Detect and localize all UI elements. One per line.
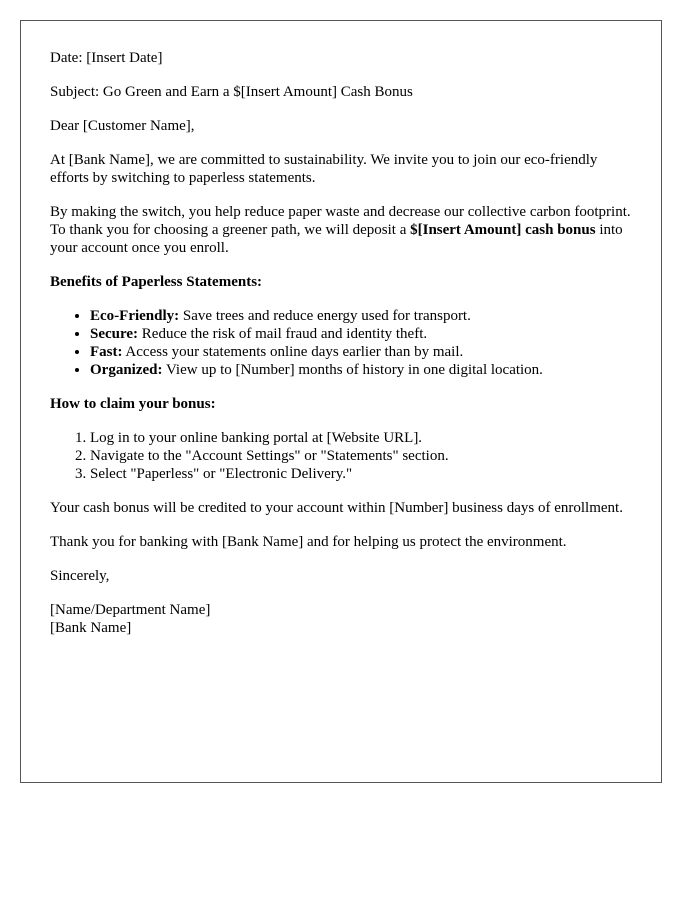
list-item: 2. Navigate to the "Account Settings" or "Statements" section.	[90, 447, 633, 465]
list-item	[90, 307, 633, 325]
benefit-text: Access your statements online days earlier than by mail.	[122, 344, 464, 360]
benefit-text: View up to [Number] months of history in one digital location.	[162, 362, 543, 378]
claim-steps	[50, 429, 633, 483]
signature-name: [Name/Department Name]	[50, 602, 211, 618]
claim-heading	[50, 395, 633, 413]
benefit-label: Organized:	[90, 362, 163, 378]
signature	[50, 601, 633, 637]
credit-note: Your cash bonus will be credited to your account within [Number] business days of enrollment.	[50, 500, 623, 516]
list-item	[90, 343, 633, 361]
intro-paragraph: At [Bank Name], we are committed to sustainability. We invite you to join our eco-friendly efforts by switching to paperless statements.	[50, 152, 598, 186]
list-item: 3. Select "Paperless" or "Electronic Delivery."	[90, 465, 633, 483]
benefit-text: Save trees and reduce energy used for transport.	[179, 308, 471, 324]
benefits-heading	[50, 273, 633, 291]
list-item	[90, 325, 633, 343]
benefit-label: Secure:	[90, 326, 139, 342]
subject-line: Subject: Go Green and Earn a $[Insert Amount] Cash Bonus	[50, 84, 413, 100]
salutation: Dear [Customer Name],	[50, 118, 195, 134]
offer-text: By making the switch, you help reduce paper waste and decrease our collective carbon footprint. To thank you for choosing a greener path, we will deposit a	[50, 204, 631, 238]
benefit-label: Fast:	[90, 344, 123, 360]
date-line: Date: [Insert Date]	[50, 50, 163, 66]
offer-bonus: $[Insert Amount] cash bonus	[410, 222, 596, 238]
benefit-label: Eco-Friendly:	[90, 308, 180, 324]
closing: Sincerely,	[50, 568, 110, 584]
benefits-list	[50, 307, 633, 379]
offer-text-end: into your account once you enroll.	[50, 222, 623, 256]
benefits-heading-text: Benefits of Paperless Statements:	[50, 274, 263, 290]
signature-bank: [Bank Name]	[50, 620, 132, 636]
thanks-paragraph: Thank you for banking with [Bank Name] and for helping us protect the environment.	[50, 534, 567, 550]
list-item: 1. Log in to your online banking portal at [Website URL].	[90, 429, 633, 447]
claim-heading-text: How to claim your bonus:	[50, 396, 216, 412]
offer-paragraph	[50, 203, 633, 257]
letter	[20, 20, 662, 783]
benefit-text: Reduce the risk of mail fraud and identity theft.	[138, 326, 428, 342]
list-item	[90, 361, 633, 379]
